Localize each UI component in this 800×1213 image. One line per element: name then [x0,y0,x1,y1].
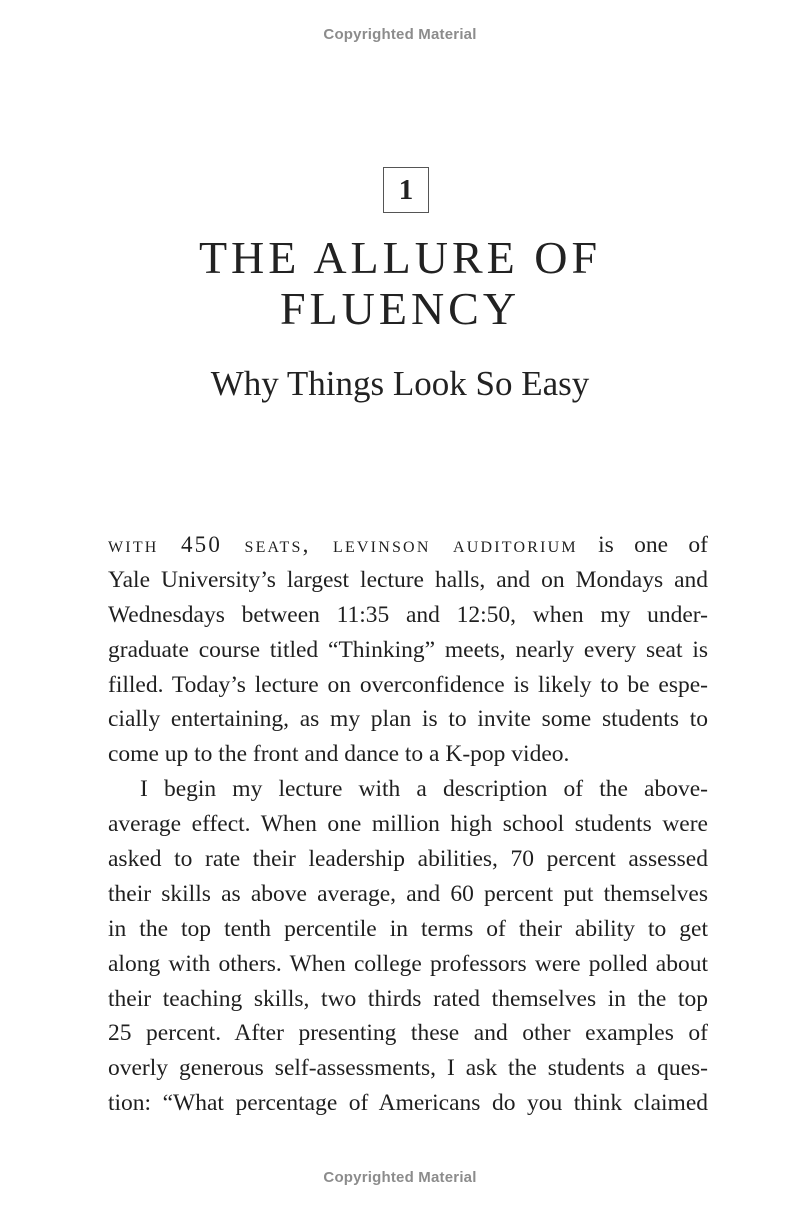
body-text [108,528,708,1121]
paragraph1-line-4: graduate course titled “Thinking” meets, nearly every seat is [108,636,708,663]
paragraph1-line-6: cially entertaining, as my plan is to invite some students to [108,706,708,733]
paragraph2-line-2: average effect. When one million high school students were [108,811,708,838]
paragraph1-line-1: is one of [577,532,708,558]
chapter-title-line-1: THE ALLURE OF [198,232,602,283]
paragraph2-line-7: their teaching skills, two thirds rated themselves in the top [108,985,708,1012]
paragraph2-line-3: asked to rate their leadership abilities, 70 percent assessed [108,846,708,873]
paragraph2-line-4: their skills as above average, and 60 percent put themselves [108,880,708,907]
chapter-number: 1 [383,167,429,213]
paragraph2-line-9: overly generous self-assessments, I ask the students a ques- [108,1055,708,1082]
paragraph2-line-6: along with others. When college professors were polled about [108,950,708,977]
paragraph1-line-5: filled. Today’s lecture on overconfidence is likely to be espe- [108,671,708,698]
chapter-title [0,232,800,334]
lead-in-small-caps: with 450 seats, levinson auditorium [108,532,578,557]
body-line [108,528,708,563]
paragraph1-line-3: Wednesdays between 11:35 and 12:50, when my under- [108,601,708,628]
paragraph1-line-7: come up to the front and dance to a K-pop video. [108,741,570,768]
paragraph2-line-8: 25 percent. After presenting these and other examples of [108,1020,708,1047]
paragraph1-line-2: Yale University’s largest lecture halls, and on Mondays and [108,566,708,593]
paragraph2-line-10: tion: “What percentage of Americans do you think claimed [108,1090,708,1117]
copyright-watermark-top: Copyrighted Material [323,26,477,43]
paragraph2-line-1: I begin my lecture with a description of the above- [140,776,708,803]
chapter-subtitle: Why Things Look So Easy [210,364,590,403]
copyright-watermark-bottom: Copyrighted Material [323,1169,477,1186]
paragraph2-line-5: in the top tenth percentile in terms of their ability to get [108,915,708,942]
chapter-title-line-2: FLUENCY [279,283,521,334]
